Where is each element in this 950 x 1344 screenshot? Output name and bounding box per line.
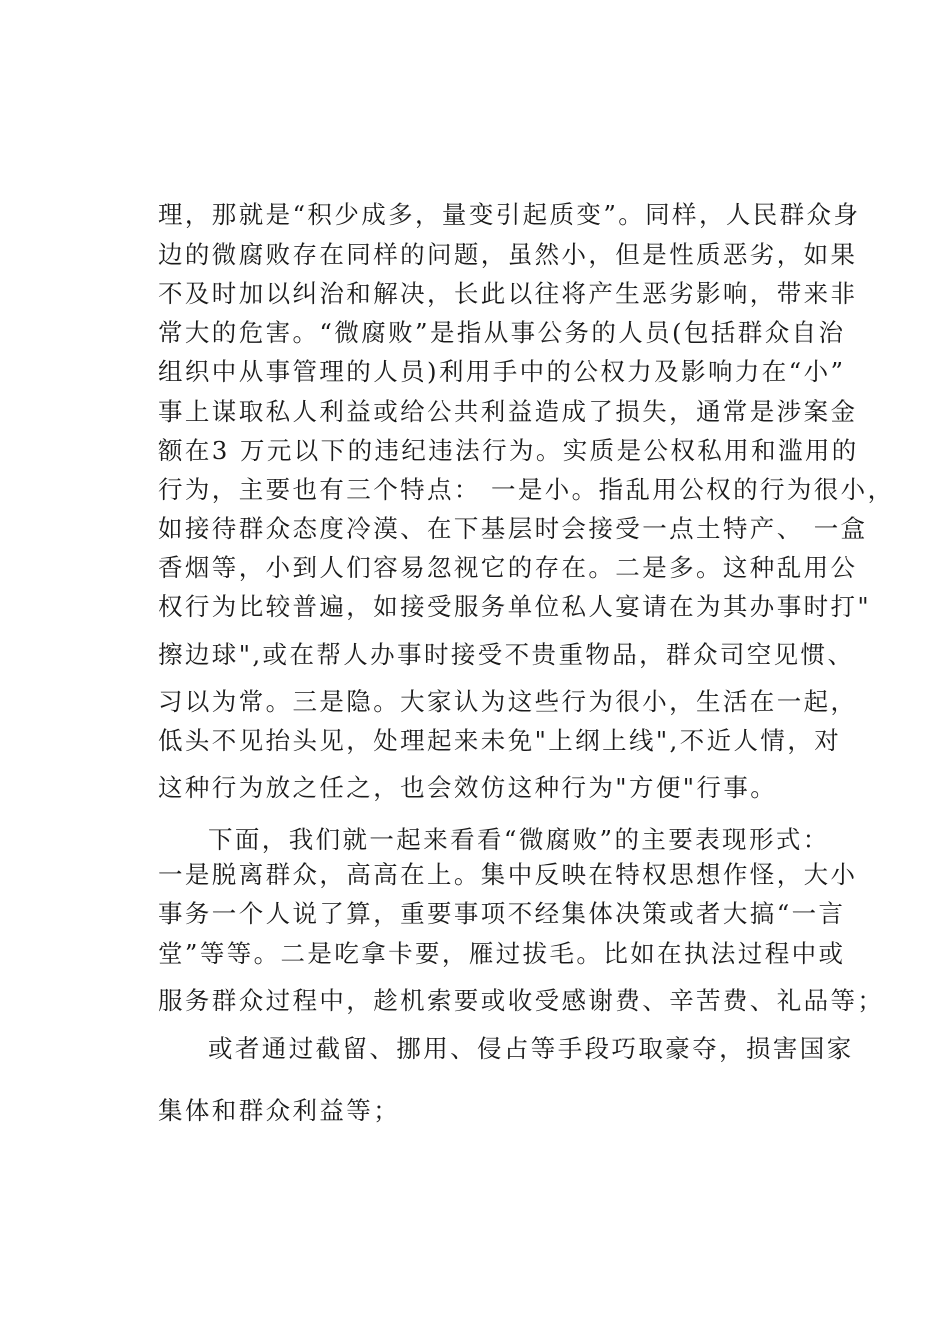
paragraph-first-line: 或者通过截留、挪用、侵占等手段巧取豪夺，损害国家 — [208, 1034, 854, 1063]
text-line: 权行为比较普遍，如接受服务单位私人宴请在为其办事时打" — [158, 592, 872, 621]
text-line: 如接待群众态度冷漠、在下基层时会接受一点土特产、 一盒 — [158, 514, 868, 543]
text-line: 额在3 万元以下的违纪违法行为。实质是公权私用和滥用的 — [158, 436, 859, 465]
text-line: 事务一个人说了算，重要事项不经集体决策或者大搞“一言 — [158, 899, 846, 928]
text-line: 服务群众过程中，趁机索要或收受感谢费、辛苦费、礼品等； — [158, 986, 885, 1015]
text-line: 常大的危害。“微腐败”是指从事公务的人员(包括群众自治 — [158, 318, 846, 347]
text-line: 边的微腐败存在同样的问题，虽然小，但是性质恶劣，如果 — [158, 240, 858, 269]
text-line: 擦边球",或在帮人办事时接受不贵重物品，群众司空见惯、 — [158, 640, 855, 669]
text-line: 事上谋取私人利益或给公共利益造成了损失，通常是涉案金 — [158, 397, 858, 426]
text-line: 组织中从事管理的人员)利用手中的公权力及影响力在“小” — [158, 357, 846, 386]
text-line: 这种行为放之任之，也会效仿这种行为"方便"行事。 — [158, 773, 778, 802]
text-line: 习以为常。三是隐。大家认为这些行为很小，生活在一起， — [158, 687, 858, 716]
text-line: 低头不见抬头见，处理起来未免"上纲上线",不近人情，对 — [158, 726, 842, 755]
text-line: 理，那就是“积少成多，量变引起质变”。同样，人民群众身 — [158, 200, 861, 229]
text-line: 一是脱离群众，高高在上。集中反映在特权思想作怪，大小 — [158, 860, 858, 889]
text-line: 不及时加以纠治和解决，长此以往将产生恶劣影响，带来非 — [158, 279, 858, 308]
text-line: 行为，主要也有三个特点： 一是小。指乱用公权的行为很小， — [158, 475, 895, 504]
paragraph-first-line: 下面，我们就一起来看看“微腐败”的主要表现形式： — [208, 825, 830, 854]
text-line: 香烟等，小到人们容易忽视它的存在。二是多。这种乱用公 — [158, 553, 858, 582]
text-line: 集体和群众利益等； — [158, 1096, 401, 1125]
text-line: 堂”等等。二是吃拿卡要，雁过拔毛。比如在执法过程中或 — [158, 939, 846, 968]
